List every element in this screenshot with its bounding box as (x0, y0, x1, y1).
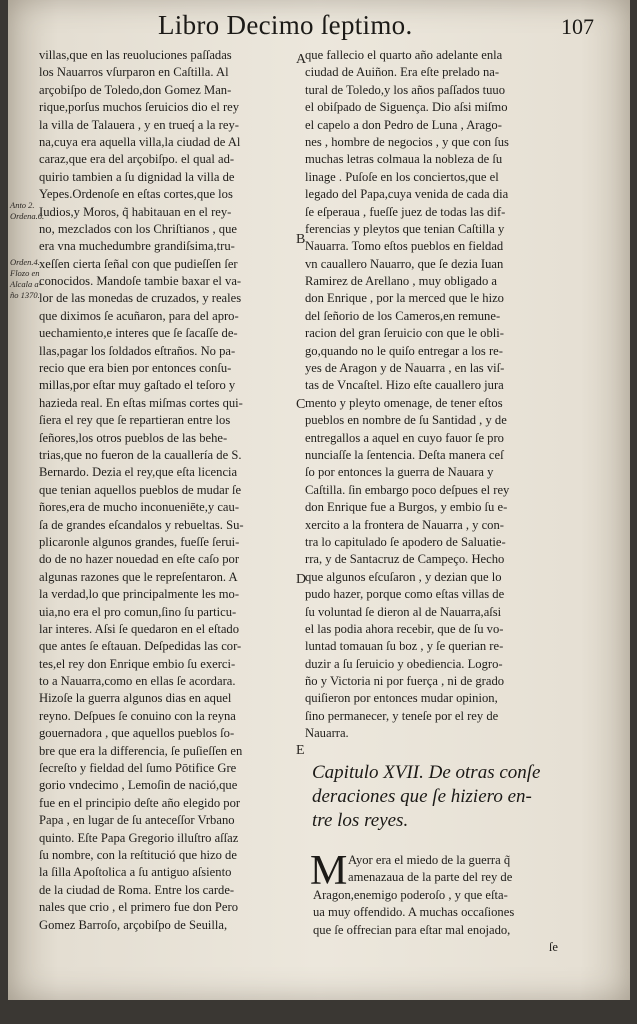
text-line: que diximos ſe acuñaron, para del apro- (39, 308, 239, 323)
text-line: ño y Victoria ni por fuerça , ni de grado (305, 674, 505, 689)
chapter-heading (312, 761, 582, 833)
margin-note: Alcala a- (10, 279, 42, 289)
chapter-heading-line: Capitulo XVII. De otras conſe (312, 762, 541, 783)
catchword: ſe (548, 940, 558, 955)
text-line: linage . Puſoſe en los conciertos,que el (305, 169, 499, 184)
text-line: caraz,que era del arçobiſpo. el qual ad- (39, 152, 235, 167)
chapter-body (313, 887, 588, 957)
text-line: de la ciudad de Roma. Entre los carde- (39, 882, 235, 897)
text-line: to a Nauarra,como en ellas ſe acordara. (39, 674, 236, 689)
chapter-opening (348, 852, 588, 887)
text-line: gouernadora , que aquellos pueblos ſo- (39, 726, 235, 741)
section-letter-a: A (296, 52, 307, 67)
text-line: algunas razones que le repreſentaron. A (39, 569, 238, 584)
text-line: pudo hazer, porque como eſtas villas de (305, 587, 505, 602)
margin-note: Flozo en (10, 268, 40, 278)
text-line: tas de Vncaſtel. Hizo eſte cauallero jura (305, 378, 504, 393)
text-line: xercito a la frontera de Nauarra , y con- (305, 517, 504, 532)
text-line: Yepes.Ordenoſe en eſtas cortes,que los (39, 187, 233, 202)
text-line: la ſilla Apoſtolica a ſu antiguo aſsiento (39, 865, 232, 880)
text-line: legado del Papa,cuya venida de cada dia (305, 187, 509, 202)
text-line: era vna muchedumbre grandiſsima,tru- (39, 239, 235, 254)
text-line: millas,por eſtar muy gaſtado el teſoro y (39, 378, 236, 393)
margin-notes (10, 200, 45, 301)
text-line: que antes ſe eſtauan. Deſpedidas las cor- (39, 639, 242, 654)
text-line: amenazaua de la parte del rey de (348, 870, 513, 885)
text-line: ciudad de Auiñon. Era eſte prelado na- (305, 65, 500, 80)
section-letter-e: E (296, 743, 305, 758)
text-line: conocidos. Mandoſe tambie baxar el va- (39, 274, 242, 289)
text-line: vn cauallero Nauarro, que ſe dezia Iuan (305, 256, 504, 271)
text-line: xeſſen cierta ſeñal con que pudieſſen ſer (39, 256, 238, 271)
text-line: plicaronle algunos grandes, fueſſe ſerui- (39, 534, 240, 549)
text-line: entregallos a aquel en cuyo fauor ſe pro (305, 430, 504, 445)
text-line: ſino permanecer, y teneſe por el rey de (305, 708, 499, 723)
text-line: ſecreſto y fieldad del ſumo Pōtifice Gre (39, 761, 237, 776)
text-line: ſu nombre, con la reſtitució que hizo de (39, 847, 237, 862)
text-line: trias,que no fueron de la cauallería de S. (39, 447, 242, 462)
text-line: no, mezclados con los Chriſtianos , que (39, 221, 237, 236)
folio-number: 107 (561, 14, 594, 39)
right-column (305, 47, 581, 743)
text-line: reyno. Deſpues ſe conuino con la reyna (39, 708, 236, 723)
text-line: rra, y de Santacruz de Campeço. Hecho (305, 552, 505, 567)
text-line: Iudios,y Moros, q̃ habitauan en el rey- (39, 204, 232, 219)
text-line: que algunos eſcuſaron , y dezian que lo (305, 569, 502, 584)
text-line: don Enrique , por la merced que le hizo (305, 291, 504, 306)
text-line: racion del gran ſeruicio con que le obli- (305, 326, 504, 341)
text-line: el capelo a don Pedro de Luna , Arago- (305, 117, 502, 132)
text-line: que fallecio el quarto año adelante enla (305, 48, 503, 62)
margin-note: Orden.4. (10, 257, 40, 267)
text-line: los Nauarros vſurparon en Caſtilla. Al (39, 65, 229, 80)
margin-note: Ordena.6. (10, 211, 45, 221)
margin-note: Anto 2. (10, 200, 35, 210)
text-line: tes,el rey don Enrique embio ſu exerci- (39, 656, 236, 671)
text-line: la villa de Talauera , y en trueq́ a la rey- (39, 117, 239, 132)
text-line: el obiſpado de Siguença. Dio aſsi miſmo (305, 100, 508, 115)
text-line: ſu voluntad ſe dieron al de Nauarra,aſsi (305, 604, 502, 619)
text-line: arçobiſpo de Toledo,don Gomez Man- (39, 82, 232, 97)
text-line: yes de Aragon y de Nauarra , en las viſ- (305, 361, 505, 376)
text-line: nes , hombre de negocios , y que con ſus (305, 134, 509, 149)
text-line: ſe eſperaua , fueſſe juez de todas las dif- (305, 204, 506, 219)
chapter-heading-line: tre los reyes. (312, 810, 409, 831)
text-line: fue en el principio deſte año elegido por (39, 795, 241, 810)
chapter-heading-line: deraciones que ſe hiziero en- (312, 786, 532, 807)
text-line: ferencias y pleytos que tenian Caſtilla y (305, 221, 505, 236)
text-line: que tenian aquellos pueblos de mudar ſe (39, 482, 242, 497)
margin-note: ño 1370. (10, 290, 40, 300)
text-line: uia,no era el pro comun,ſino ſu particu- (39, 604, 237, 619)
text-line: nales que crio , el primero fue don Pero (39, 900, 238, 915)
text-line: Nauarra. Tomo eſtos pueblos en fieldad (305, 239, 504, 254)
drop-capital: M (310, 848, 348, 894)
text-line: Ayor era el miedo de la guerra q̃ (348, 853, 511, 867)
text-line: do de no hazer nouedad en eſte caſo por (39, 552, 240, 567)
text-line: quiſieron por entonces mudar opinion, (305, 691, 498, 706)
text-line: villas,que en las reuoluciones paſſadas (39, 48, 232, 62)
text-line: quirio tambien a ſu dignidad la villa de (39, 169, 235, 184)
text-line: Nauarra. (305, 726, 349, 741)
text-line: que ſe offrecian para eſtar mal enojado, (313, 922, 511, 937)
text-line: lor de las monedas de cruzados, y reales (39, 291, 242, 306)
text-line: ua muy offendido. A muchas occaſiones (313, 905, 515, 920)
text-line: la verdad,lo que principalmente les mo- (39, 587, 240, 602)
running-header (8, 8, 630, 42)
text-line: don Enrique fue a Burgos, y embio ſu e- (305, 500, 508, 515)
text-line: Gomez Barroſo, arçobiſpo de Seuilla, (39, 917, 228, 932)
text-line: rique,porſus muchos ſeruicios dio el rey (39, 100, 240, 115)
text-line: recio que era bien por entonces conſu- (39, 361, 232, 376)
text-line: Hizoſe la guerra algunos dias en aquel (39, 691, 232, 706)
text-line: duzir a ſu ſeruicio y obediencia. Logro- (305, 656, 503, 671)
text-line: nunciaſſe la ſentencia. Deſta manera ceſ (305, 447, 504, 462)
text-line: pueblos en nombre de ſu Santidad , y de (305, 413, 507, 428)
left-column (39, 47, 301, 934)
text-line: muchas letras colmaua la nobleza de ſu (305, 152, 503, 167)
text-line: Papa , en lugar de ſu anteceſſor Vrbano (39, 813, 235, 828)
text-line: el las podia ahora recebir, que de ſu vo- (305, 621, 504, 636)
text-line: llas,pagar los ſoldados eſtraños. No pa- (39, 343, 236, 358)
text-line: gorio vndecimo , Lemoſin de nació,que (39, 778, 238, 793)
section-letter-d: D (296, 572, 307, 587)
text-line: luntad tomauan ſu boz , y ſe querian re- (305, 639, 504, 654)
text-line: ſiera el rey que ſe repartieran entre los (39, 413, 231, 428)
text-line: na,cuya era aquella villa,la ciudad de Al (39, 134, 241, 149)
running-title: Libro Decimo ſeptimo. (158, 10, 413, 40)
text-line: ñores,era de mucho inconueniēte,y cau- (39, 500, 240, 515)
section-letter-c: C (296, 397, 306, 412)
text-line: Bernardo. Dezia el rey,que eſta licencia (39, 465, 238, 480)
text-line: mento y pleyto omenage, de tener eſtos (305, 395, 503, 410)
text-line: ſeñores,los otros pueblos de las behe- (39, 430, 228, 445)
text-line: bre que era la differencia, ſe puſieſſen en (39, 743, 243, 758)
section-letter-b: B (296, 232, 306, 247)
text-line: ſo por entonces la guerra de Nauara y (305, 465, 494, 480)
text-line: Caſtilla. ſin embargo poco deſpues el rey (305, 482, 510, 497)
text-line: Ramirez de Arellano , muy obligado a (305, 274, 497, 289)
text-line: tural de Toledo,y los años paſſados tuuo (305, 82, 506, 97)
text-line: Aragon,enemigo poderoſo , y que eſta- (313, 888, 508, 902)
text-line: go,quando no le quiſo entregar a los re- (305, 343, 503, 358)
text-line: del ſeñorio de los Cameros,en remune- (305, 308, 501, 323)
text-line: tra lo capitulado ſe apodero de Saluatie- (305, 534, 506, 549)
text-line: hazieda real. En eſtas miſmas cortes qui- (39, 395, 243, 410)
text-line: quinto. Eſte Papa Gregorio illuſtro aſſaz (39, 830, 239, 845)
text-line: uechamiento,e interes que ſe ſacaſſe de- (39, 326, 238, 341)
book-page (8, 0, 630, 1000)
text-line: ſa de grandes eſcandalos y rebueltas. Su- (39, 517, 244, 532)
text-line: lar interes. Aſsi ſe quedaron en el eſtado (39, 621, 240, 636)
